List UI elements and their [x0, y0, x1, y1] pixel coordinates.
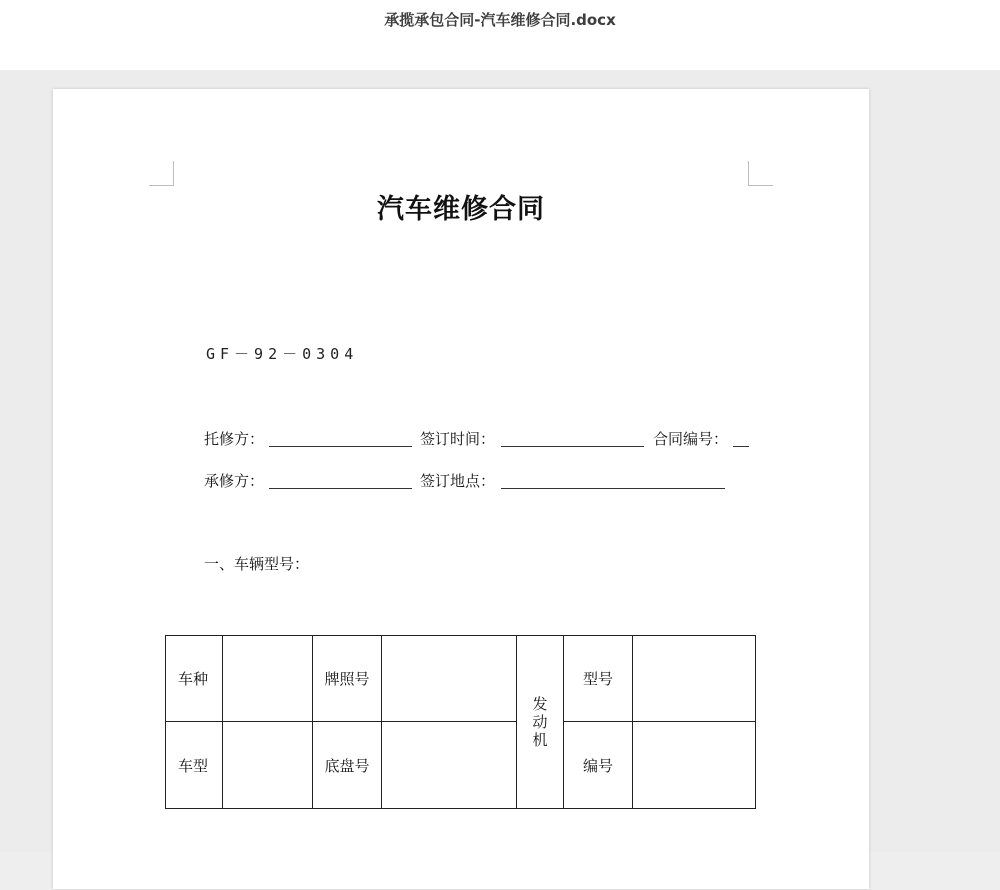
- margin-marker-top-left: [149, 161, 174, 186]
- contract-title: 汽车维修合同: [377, 194, 545, 225]
- table-row: [166, 722, 756, 809]
- chassis-no-label: 底盘号: [313, 722, 382, 809]
- contractor-blank: [269, 487, 412, 489]
- document-page: [53, 89, 869, 889]
- contractor-label: 承修方：: [204, 472, 265, 490]
- sign-place-blank: [501, 487, 725, 489]
- chassis-no-cell[interactable]: [382, 722, 517, 809]
- car-model-label: 车型: [166, 722, 223, 809]
- table-row: [166, 636, 756, 722]
- engine-label-text: 发 动 机: [532, 695, 548, 749]
- engine-no-cell[interactable]: [633, 722, 756, 809]
- sign-time-label: 签订时间：: [420, 430, 496, 448]
- car-type-cell[interactable]: [223, 636, 313, 722]
- title-bar: [0, 0, 1000, 70]
- contract-no-blank: [733, 445, 749, 447]
- contract-code: GF－92－0304: [206, 345, 359, 363]
- plate-no-label: 牌照号: [313, 636, 382, 722]
- sign-place-label: 签订地点：: [420, 472, 496, 490]
- vehicle-info-table: [165, 635, 756, 809]
- client-label: 托修方：: [204, 430, 265, 448]
- document-file-name: 承揽承包合同-汽车维修合同.docx: [384, 11, 616, 29]
- car-model-cell[interactable]: [223, 722, 313, 809]
- model-label: 型号: [564, 636, 633, 722]
- engine-no-label: 编号: [564, 722, 633, 809]
- margin-marker-top-right: [748, 161, 773, 186]
- model-cell[interactable]: [633, 636, 756, 722]
- section-vehicle-model-heading: 一、车辆型号：: [204, 555, 310, 573]
- plate-no-cell[interactable]: [382, 636, 517, 722]
- engine-label: [517, 636, 564, 809]
- client-blank: [269, 445, 412, 447]
- car-type-label: 车种: [166, 636, 223, 722]
- sign-time-blank: [501, 445, 644, 447]
- contract-no-label: 合同编号：: [653, 430, 729, 448]
